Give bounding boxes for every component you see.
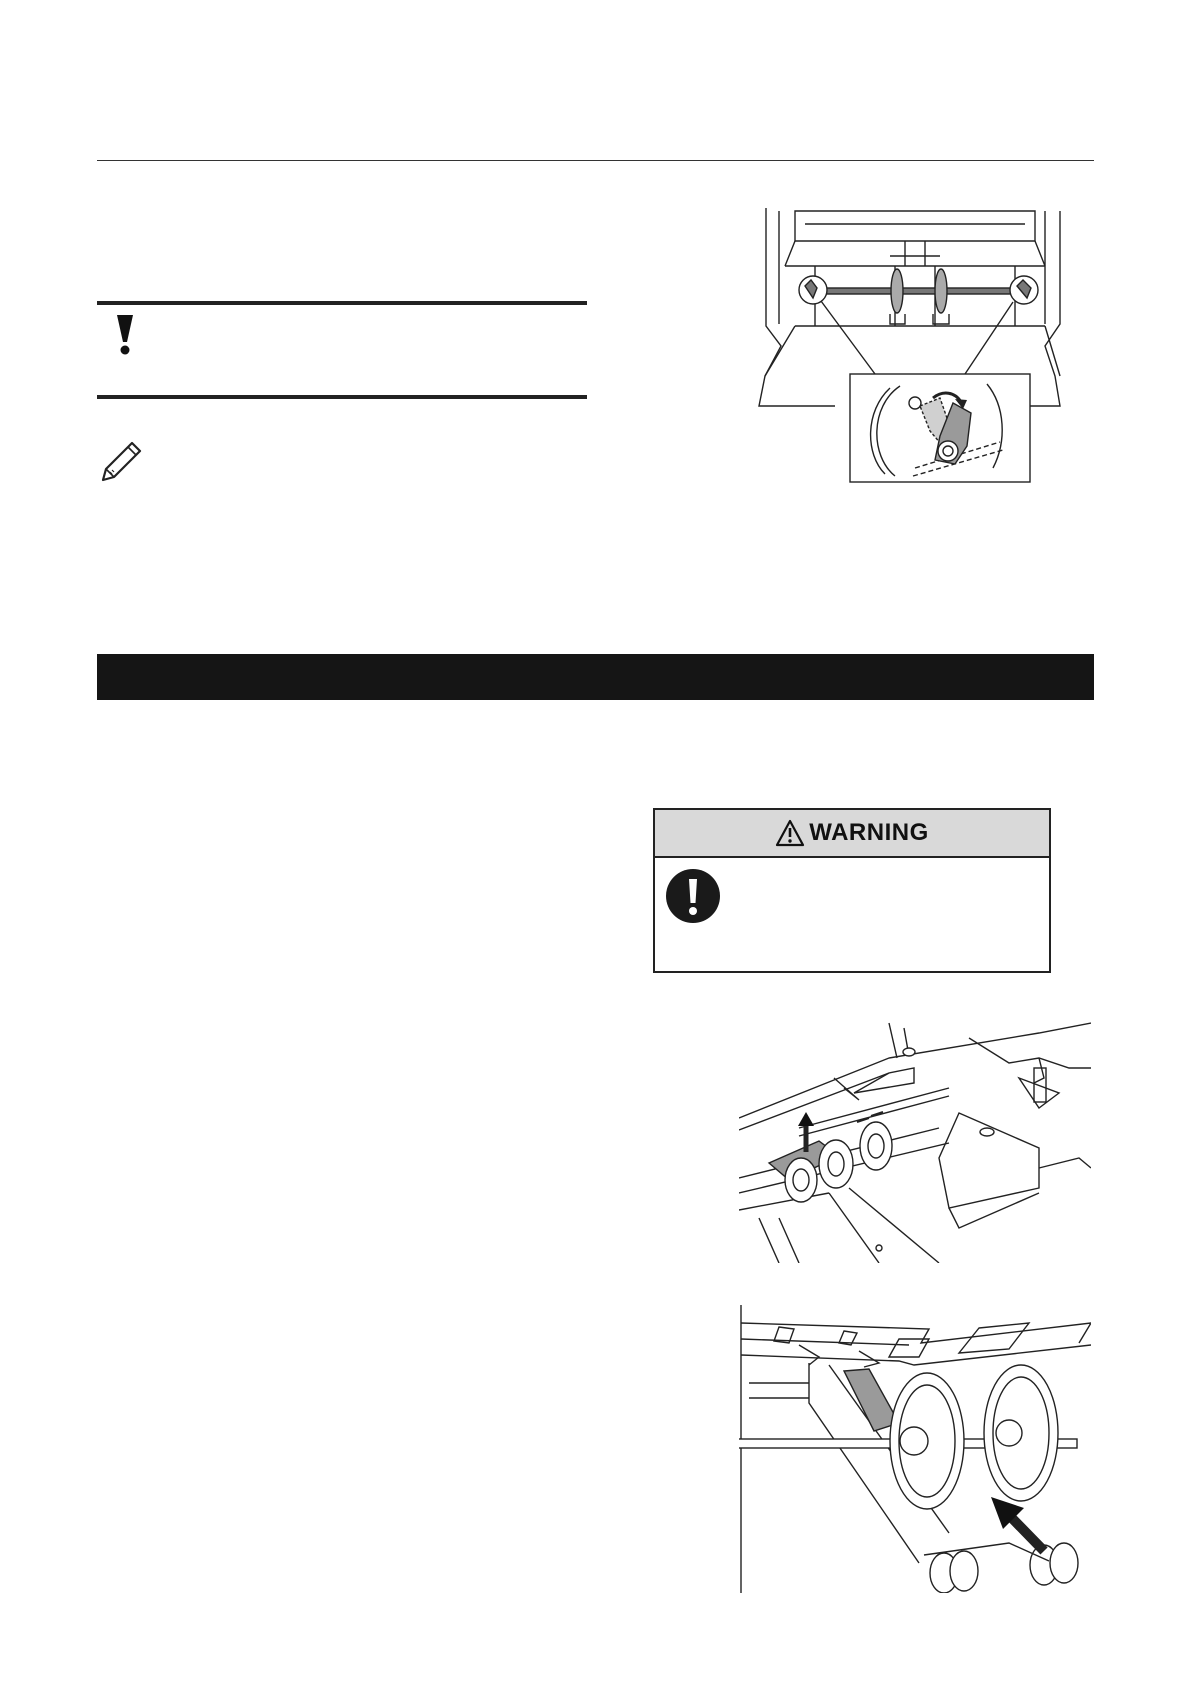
warning-label: WARNING [809,819,929,846]
separation-pad-illustration [739,1018,1091,1263]
roller-lever-illustration [755,206,1085,486]
section-heading-bar [97,654,1094,700]
roller-installation-illustration [739,1303,1091,1593]
mandatory-action-icon [665,868,721,924]
pencil-icon [100,439,144,483]
warning-triangle-icon [775,819,805,847]
caution-bottom-rule [97,395,587,399]
exclamation-icon [114,314,136,356]
warning-header [655,810,1049,858]
warning-box [653,808,1051,973]
header-rule [97,160,1094,161]
caution-top-rule [97,301,587,305]
